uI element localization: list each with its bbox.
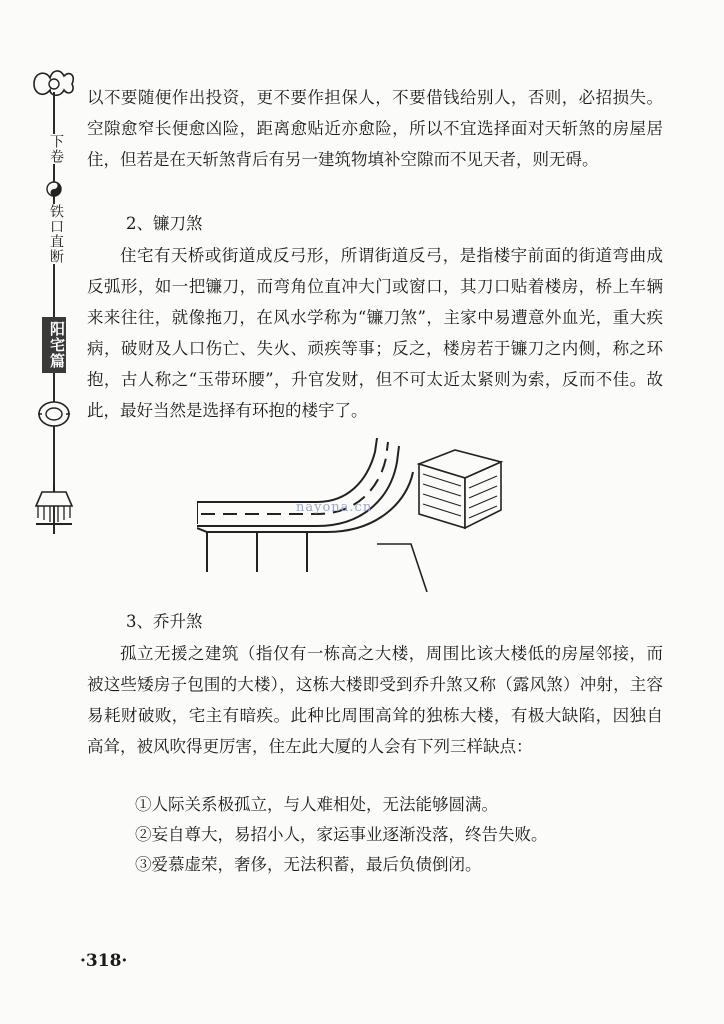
sidebar-book-title: 铁口直断 xyxy=(44,204,64,264)
list-item-3: ③爱慕虚荣，奢侈，无法积蓄，最后负债倒闭。 xyxy=(135,855,482,874)
sidebar-section-box: 阳宅篇 xyxy=(42,317,66,373)
list-item-1: ①人际关系极孤立，与人难相处，无法能够圆满。 xyxy=(135,795,498,814)
ornament-tassel-icon xyxy=(32,484,76,534)
paragraph-qiaosheng-sha: 孤立无援之建筑（指仅有一栋高之大楼，周围比该大楼低的房屋邻接，而被这些矮房子包围的大楼），这栋大楼即受到乔升煞又称（露风煞）冲射，主容易耗财破败，宅主有暗疾。此种比周围高耸的独栋大楼，有极大缺陷，因独自高耸，被风吹得更厉害，住左此大厦的人会有下列三样缺点： xyxy=(87,644,663,756)
watermark-text: nayona.cn xyxy=(296,500,373,515)
heading-qiaosheng-sha: 3、乔升煞 xyxy=(126,612,203,631)
ornament-medallion-icon xyxy=(36,399,72,429)
side-street-drawing xyxy=(377,544,427,592)
sidebar-volume: 下卷 xyxy=(44,134,64,164)
paragraph-liandao-sha: 住宅有天桥或街道成反弓形，所谓街道反弓，是指楼宇前面的街道弯曲成反弧形，如一把镰刀，而弯角位直冲大门或窗口，其刀口贴着楼房，桥上车辆来来往往，就像拖刀，在风水学称为“镰刀煞”，主家中易遭意外血光，重大疾病，破财及人口伤亡、失火、顽疾等事；反之，楼房若于镰刀之内侧，称之环抱，古人称之“玉带环腰”，升官发财，但不可太近太紧则为索，反而不佳。故此，最好当然是选择有环抱的楼宇了。 xyxy=(87,246,663,420)
heading-liandao-sha: 2、镰刀煞 xyxy=(126,214,203,233)
paragraph-tianzhan-continued: 以不要随便作出投资，更不要作担保人，不要借钱给别人，否则，必招损失。空隙愈窄长便愈凶险，距离愈贴近亦愈险，所以不宜选择面对天斩煞的房屋居住，但若是在天斩煞背后有另一建筑物填补空隙而不见天者，则无碍。 xyxy=(87,88,663,169)
building-drawing xyxy=(419,450,501,528)
yin-yang-icon xyxy=(45,180,63,198)
sidebar-running-head xyxy=(24,64,84,534)
page-number: ·318· xyxy=(80,951,128,971)
list-item-2: ②妄自尊大，易招小人，家运事业逐渐没落，终告失败。 xyxy=(135,825,548,844)
